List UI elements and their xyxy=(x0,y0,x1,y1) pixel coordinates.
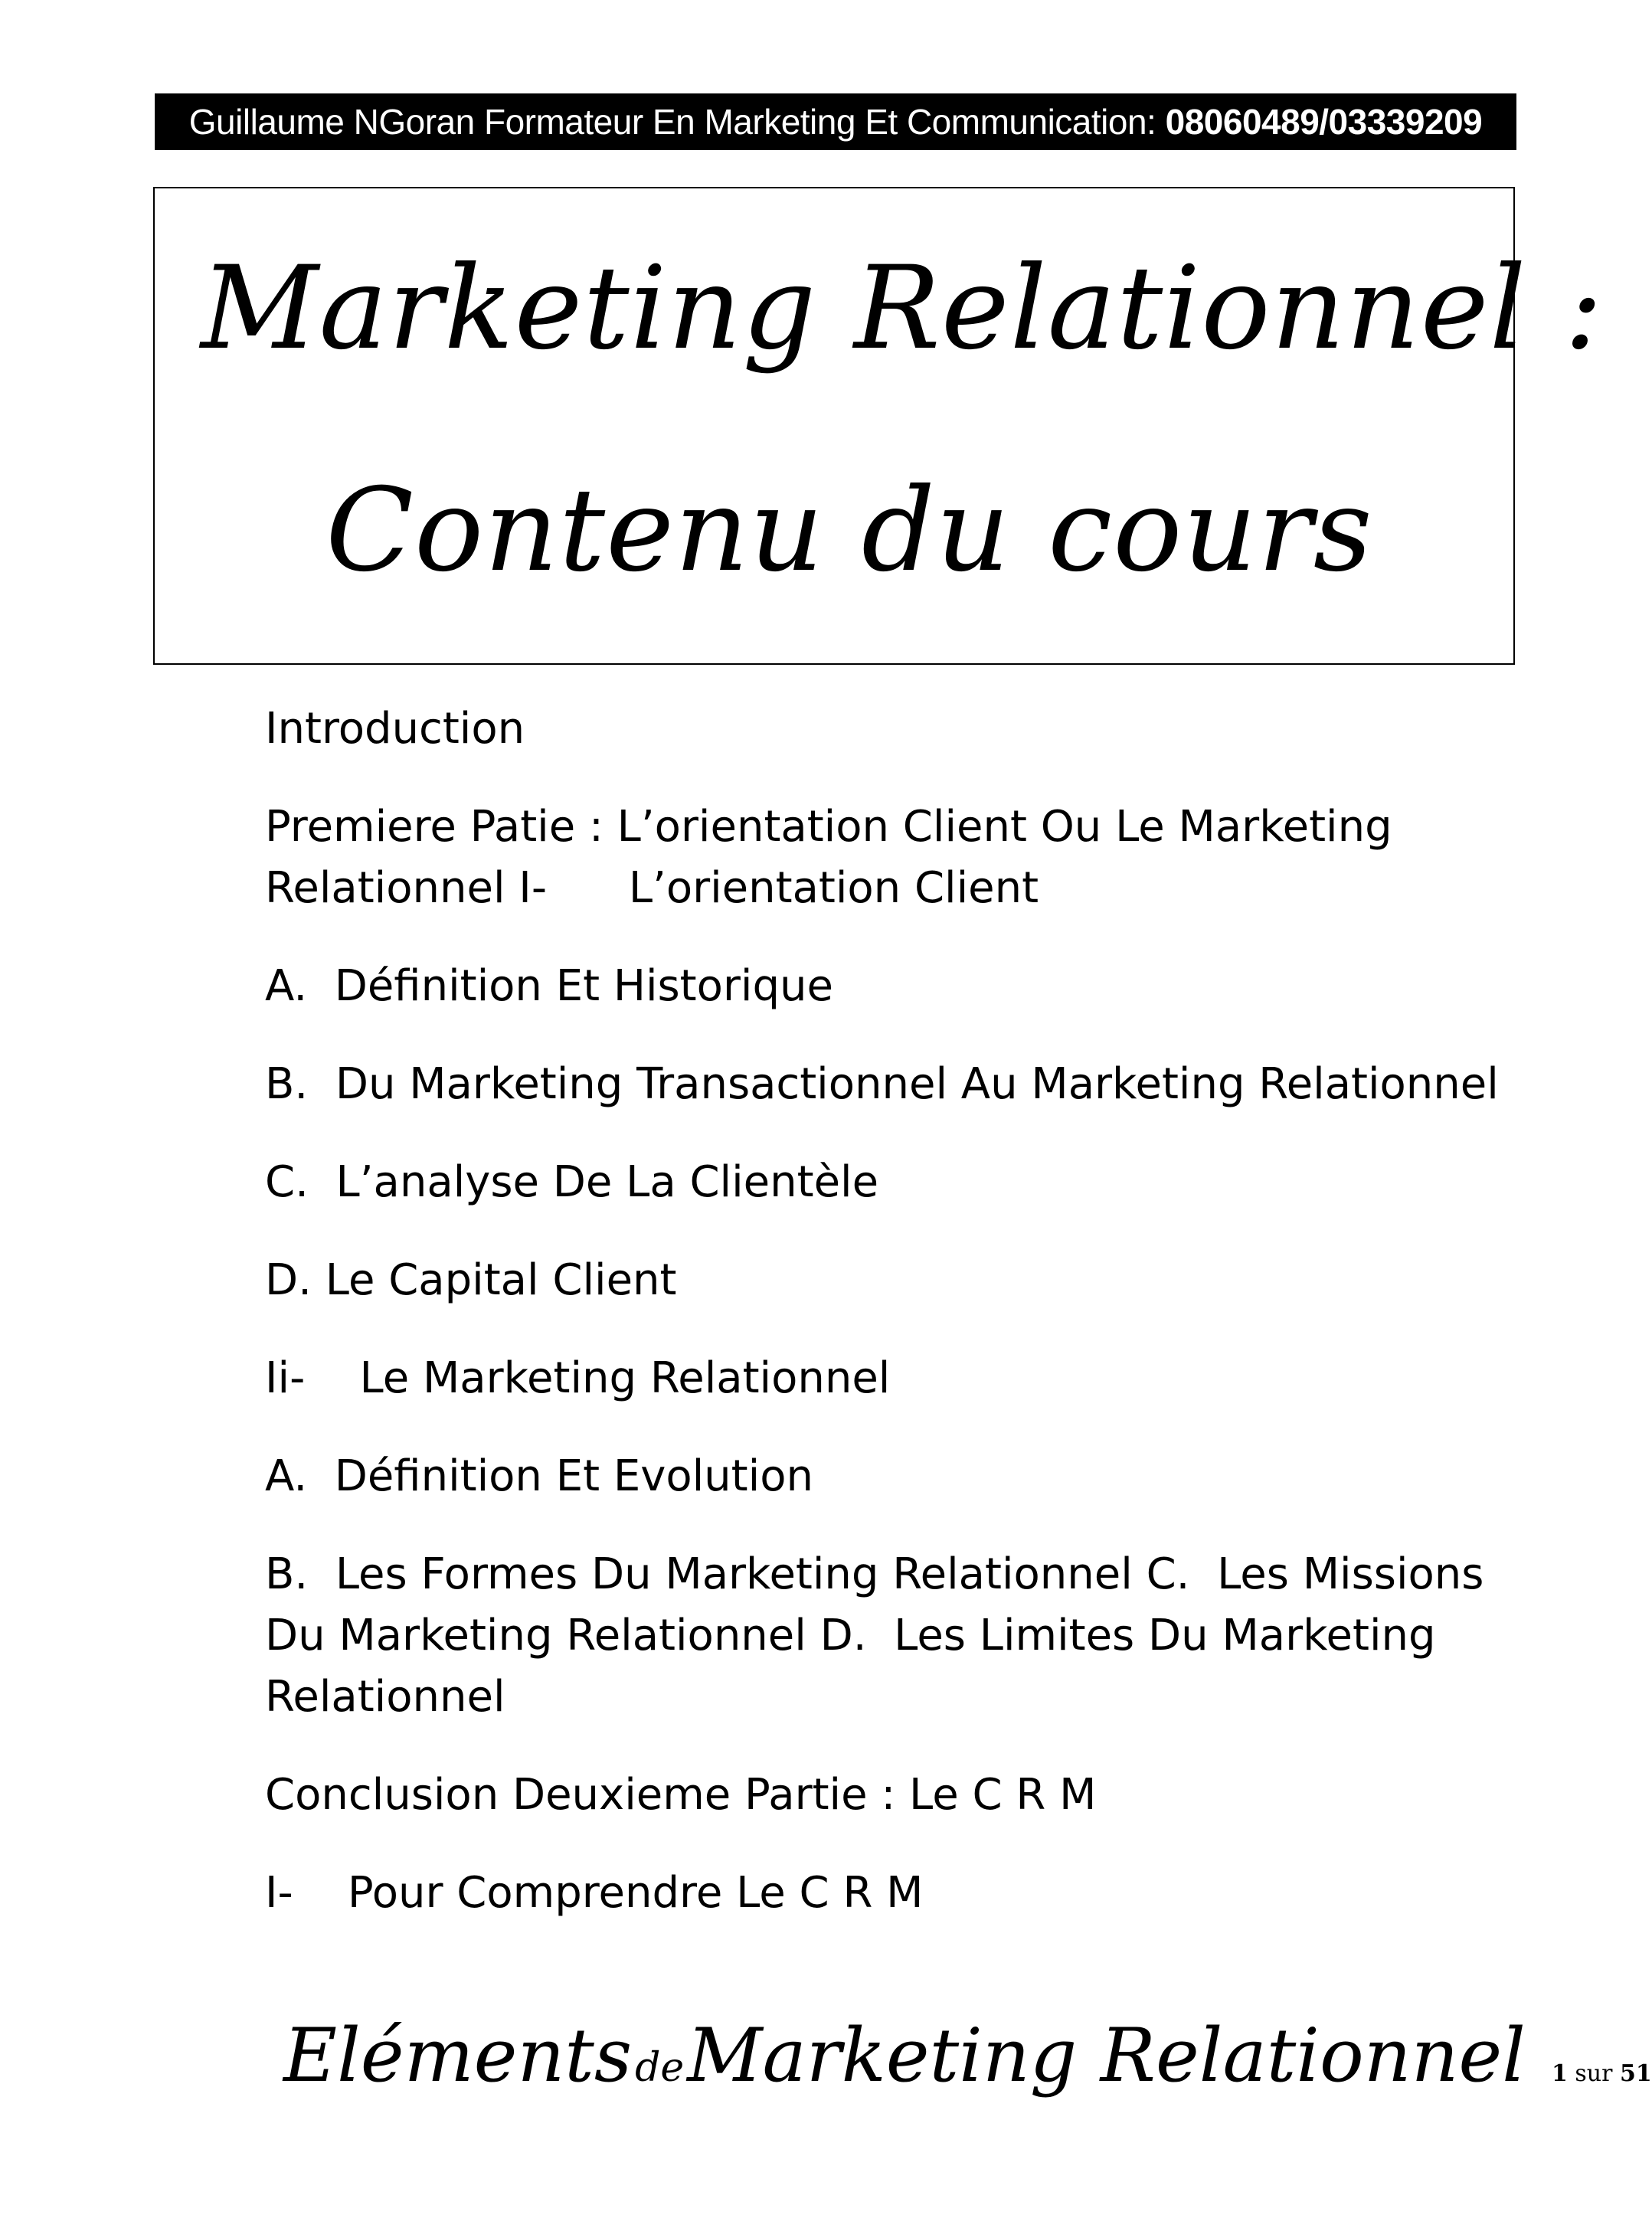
title-line-1: Marketing Relationnel : xyxy=(201,242,1604,375)
toc-item: Conclusion Deuxieme Partie : Le C R M xyxy=(265,1770,1097,1820)
toc-item: Ii- Le Marketing Relationnel xyxy=(265,1353,891,1403)
toc-item: I- Pour Comprendre Le C R M xyxy=(265,1868,924,1918)
footer-word-elements: Eléments xyxy=(283,2013,633,2099)
toc-item: B. Les Formes Du Marketing Relationnel C. Les Missions Du Marketing Relationnel D. Les Limites Du Marketing Relationnel xyxy=(265,1549,1498,1722)
page-number xyxy=(1552,2060,1652,2087)
toc-item: B. Du Marketing Transactionnel Au Marketing Relationnel xyxy=(265,1059,1499,1109)
page-separator: sur xyxy=(1575,2060,1613,2087)
toc-item: A. Définition Et Evolution xyxy=(265,1451,813,1501)
page-current: 1 xyxy=(1551,2060,1568,2087)
header-phone: 08060489/03339209 xyxy=(1165,102,1483,142)
toc-item: Introduction xyxy=(265,704,525,754)
footer-word-marketing-relationnel: Marketing Relationnel xyxy=(687,2013,1526,2099)
title-box xyxy=(153,187,1604,665)
title-line-2: Contenu du cours xyxy=(325,464,1373,597)
toc-item: Premiere Patie : L’orientation Client Ou Le Marketing Relationnel I- L’orientation Client xyxy=(265,802,1406,913)
page-total: 51 xyxy=(1619,2060,1652,2087)
toc-item: A. Définition Et Historique xyxy=(265,961,833,1011)
page-footer xyxy=(283,2013,1652,2128)
footer-word-de: de xyxy=(635,2045,685,2091)
header-bar xyxy=(155,93,1516,150)
toc-item: D. Le Capital Client xyxy=(265,1255,677,1305)
header-author-text: Guillaume NGoran Formateur En Marketing Et Communication: xyxy=(188,102,1166,142)
table-of-contents xyxy=(265,698,1506,1961)
toc-item: C. L’analyse De La Clientèle xyxy=(265,1157,879,1207)
